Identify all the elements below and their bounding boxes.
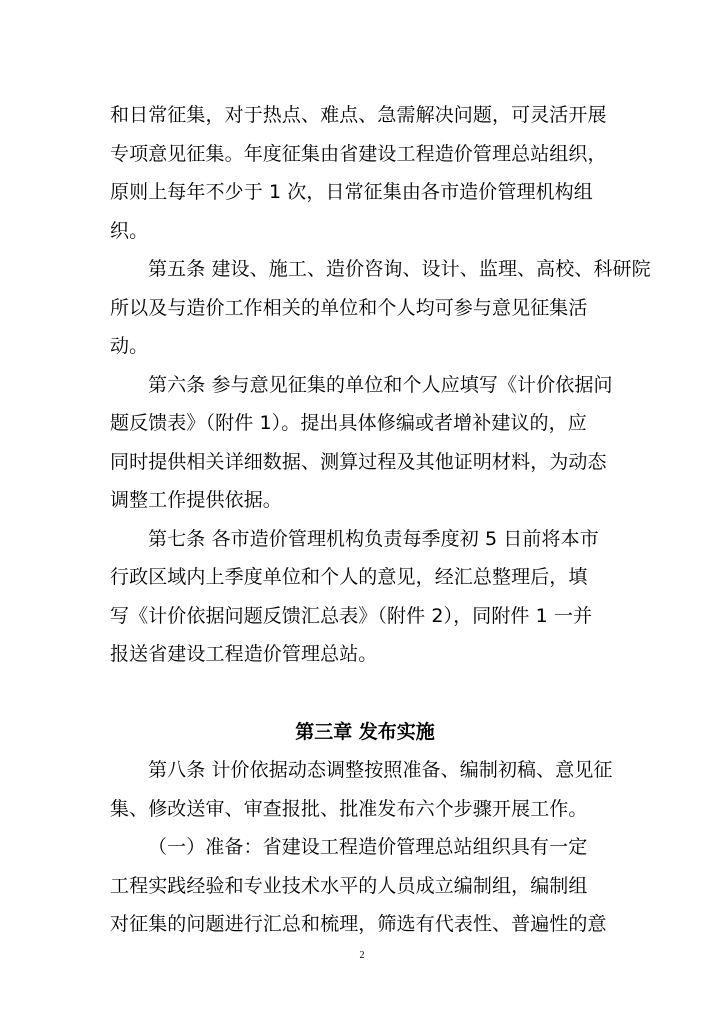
- section-gap: [110, 674, 620, 713]
- chapter-heading: 第三章 发布实施: [295, 720, 435, 743]
- paragraph-line: 调整工作提供依据。: [110, 489, 282, 511]
- paragraph-line: 工程实践经验和专业技术水平的人员成立编制组，编制组: [110, 874, 588, 897]
- paragraph-line: 和日常征集，对于热点、难点、急需解决问题，可灵活开展: [110, 104, 607, 126]
- article-8-line: 第八条 计价依据动态调整按照准备、编制初稿、意见征: [148, 759, 613, 781]
- paragraph-line: 集、修改送审、审查报批、批准发布六个步骤开展工作。: [110, 797, 588, 820]
- paragraph-line: 织。: [110, 219, 149, 242]
- paragraph-line: 原则上每年不少于 1 次，日常征集由各市造价管理机构组: [110, 181, 593, 203]
- paragraph-line: 动。: [110, 335, 149, 357]
- paragraph-line: 所以及与造价工作相关的单位和个人均可参与意见征集活: [110, 296, 588, 319]
- paragraph-line: 同时提供相关详细数据、测算过程及其他证明材料，为动态: [110, 450, 607, 473]
- document-body: [110, 96, 651, 944]
- article-6-line: 第六条 参与意见征集的单位和个人应填写《计价依据问: [148, 373, 613, 396]
- article-7-line: 第七条 各市造价管理机构负责每季度初 5 日前将本市: [148, 527, 599, 550]
- paragraph-line: 写《计价依据问题反馈汇总表》（附件 2），同附件 1 一并: [110, 604, 593, 627]
- paragraph-line: 题反馈表》（附件 1）。提出具体修编或者增补建议的，应: [110, 412, 587, 434]
- paragraph-line: 对征集的问题进行汇总和梳理，筛选有代表性、普遍性的意: [110, 913, 607, 935]
- paragraph-line: 报送省建设工程造价管理总站。: [110, 643, 378, 665]
- paragraph-line: 行政区域内上季度单位和个人的意见，经汇总整理后，填: [110, 566, 588, 588]
- page-number: 2: [359, 950, 365, 961]
- paragraph-line: 专项意见征集。年度征集由省建设工程造价管理总站组织，: [110, 142, 607, 165]
- article-5-line: 第五条 建设、施工、造价咨询、设计、监理、高校、科研院: [148, 258, 651, 280]
- item-1-line: （一）准备：省建设工程造价管理总站组织具有一定: [148, 836, 588, 858]
